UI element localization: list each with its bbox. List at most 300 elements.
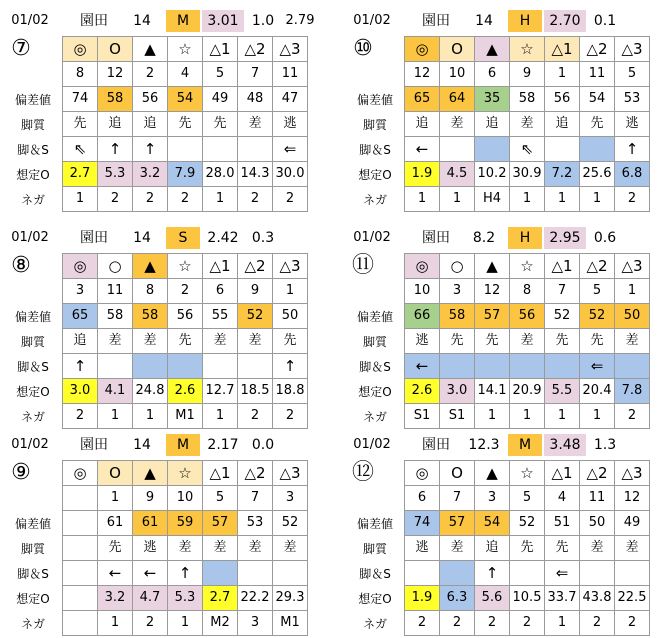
marks-cell: ▲ xyxy=(475,461,510,486)
style-cell: 先 xyxy=(98,536,133,561)
marks-cell: △2 xyxy=(238,37,273,62)
nums-cell: 10 xyxy=(168,486,203,511)
score-cell: 52 xyxy=(273,511,308,536)
race-grade: S xyxy=(166,227,200,249)
nega-cell: M1 xyxy=(168,404,203,429)
nums-cell: 3 xyxy=(440,279,475,304)
race-panel xyxy=(348,430,663,630)
nega-cell: 2 xyxy=(510,611,545,636)
marks-cell: △3 xyxy=(273,254,308,279)
style-cell: 差 xyxy=(615,329,650,354)
nega-cell: 1 xyxy=(98,404,133,429)
nega-cell: 2 xyxy=(405,611,440,636)
score-cell: 53 xyxy=(238,511,273,536)
nums-cell: 4 xyxy=(168,62,203,87)
table-row xyxy=(63,62,308,87)
header-value-1: 2.95 xyxy=(544,227,586,249)
race-table xyxy=(404,460,650,636)
ashi-cell xyxy=(63,561,98,586)
marks-cell: ☆ xyxy=(510,254,545,279)
odds-cell: 14.1 xyxy=(475,379,510,404)
score-cell: 58 xyxy=(98,304,133,329)
nums-cell: 10 xyxy=(405,279,440,304)
marks-cell: ▲ xyxy=(475,254,510,279)
ashi-cell xyxy=(98,354,133,379)
race-date: 01/02 xyxy=(353,230,391,245)
nega-cell: 1 xyxy=(203,187,238,212)
nums-cell: 12 xyxy=(405,62,440,87)
marks-cell: O xyxy=(98,37,133,62)
race-date: 01/02 xyxy=(353,437,391,452)
odds-cell: 30.0 xyxy=(273,162,308,187)
odds-cell: 22.2 xyxy=(238,586,273,611)
ashi-cell: ↑ xyxy=(273,354,308,379)
style-cell: 差 xyxy=(273,536,308,561)
nums-cell: 7 xyxy=(545,279,580,304)
nega-cell: 1 xyxy=(203,404,238,429)
style-cell: 差 xyxy=(510,112,545,137)
nega-cell: 1 xyxy=(545,187,580,212)
row-label: 脚＆S xyxy=(359,360,391,374)
score-cell: 48 xyxy=(238,87,273,112)
race-table xyxy=(404,253,650,429)
row-label: 脚＆S xyxy=(17,143,49,157)
table-row xyxy=(405,162,650,187)
style-cell: 追 xyxy=(63,329,98,354)
marks-cell: △2 xyxy=(238,254,273,279)
odds-cell: 18.5 xyxy=(238,379,273,404)
table-row xyxy=(63,254,308,279)
row-label: 脚＆S xyxy=(17,567,49,581)
row-label: ネガ xyxy=(20,617,45,631)
nums-cell: 6 xyxy=(405,486,440,511)
nums-cell: 11 xyxy=(273,62,308,87)
style-cell: 先 xyxy=(440,329,475,354)
style-cell: 先 xyxy=(545,536,580,561)
score-cell: 56 xyxy=(545,87,580,112)
nega-cell: 2 xyxy=(440,611,475,636)
style-cell: 差 xyxy=(133,329,168,354)
score-cell: 57 xyxy=(203,511,238,536)
nums-cell: 2 xyxy=(133,62,168,87)
marks-cell: △1 xyxy=(545,254,580,279)
marks-cell: ▲ xyxy=(133,37,168,62)
nega-cell: 2 xyxy=(133,611,168,636)
marks-cell: ○ xyxy=(98,254,133,279)
ashi-cell xyxy=(168,137,203,162)
header-value-2: 0.3 xyxy=(251,230,275,246)
odds-cell: 10.2 xyxy=(475,162,510,187)
score-cell: 56 xyxy=(510,304,545,329)
marks-cell: ◎ xyxy=(405,254,440,279)
style-cell: 先 xyxy=(273,329,308,354)
score-cell: 56 xyxy=(168,304,203,329)
odds-cell: 7.8 xyxy=(615,379,650,404)
race-header xyxy=(6,6,326,36)
ashi-cell: ⇐ xyxy=(580,354,615,379)
row-label: 偏差値 xyxy=(356,310,393,324)
score-cell: 52 xyxy=(238,304,273,329)
race-number: ⑩ xyxy=(353,36,373,61)
table-row xyxy=(405,187,650,212)
ashi-cell: ↑ xyxy=(133,137,168,162)
nega-cell: 2 xyxy=(615,611,650,636)
odds-cell: 2.7 xyxy=(203,586,238,611)
marks-cell: ◎ xyxy=(405,37,440,62)
nega-cell: 2 xyxy=(273,187,308,212)
table-row xyxy=(405,486,650,511)
table-row xyxy=(63,561,308,586)
row-label: 想定O xyxy=(16,168,50,182)
ashi-cell: ↑ xyxy=(475,561,510,586)
style-cell: 差 xyxy=(615,536,650,561)
race-grade: M xyxy=(166,434,200,456)
odds-cell: 33.7 xyxy=(545,586,580,611)
table-row xyxy=(405,254,650,279)
race-distance: 14 xyxy=(133,437,151,453)
score-cell: 53 xyxy=(615,87,650,112)
marks-cell: △1 xyxy=(545,461,580,486)
odds-cell: 1.9 xyxy=(405,162,440,187)
score-cell: 57 xyxy=(440,511,475,536)
nega-cell: 3 xyxy=(238,611,273,636)
odds-cell: 22.5 xyxy=(615,586,650,611)
table-row xyxy=(405,62,650,87)
score-cell: 49 xyxy=(203,87,238,112)
nums-cell: 1 xyxy=(98,486,133,511)
race-header xyxy=(348,223,663,253)
score-cell: 50 xyxy=(580,511,615,536)
odds-cell: 18.8 xyxy=(273,379,308,404)
table-row xyxy=(63,486,308,511)
marks-cell: △2 xyxy=(238,461,273,486)
style-cell: 追 xyxy=(405,112,440,137)
marks-cell: ☆ xyxy=(168,254,203,279)
row-label: 偏差値 xyxy=(14,517,51,531)
race-number: ⑫ xyxy=(351,460,374,485)
nums-cell: 8 xyxy=(133,279,168,304)
odds-cell: 14.3 xyxy=(238,162,273,187)
ashi-cell xyxy=(615,354,650,379)
row-label: 偏差値 xyxy=(356,93,393,107)
nums-cell: 9 xyxy=(510,62,545,87)
ashi-cell: ← xyxy=(405,354,440,379)
race-venue: 園田 xyxy=(422,230,450,246)
ashi-cell xyxy=(238,137,273,162)
style-cell: 先 xyxy=(510,536,545,561)
odds-cell: 5.3 xyxy=(168,586,203,611)
nums-cell: 1 xyxy=(273,279,308,304)
ashi-cell: ⇖ xyxy=(63,137,98,162)
race-header xyxy=(348,430,663,460)
race-number: ⑧ xyxy=(11,253,31,278)
nega-cell: M1 xyxy=(273,611,308,636)
style-cell: 先 xyxy=(580,329,615,354)
nums-cell: 5 xyxy=(203,486,238,511)
nega-cell: 2 xyxy=(475,611,510,636)
nums-cell: 5 xyxy=(510,486,545,511)
ashi-cell xyxy=(238,561,273,586)
score-cell: 49 xyxy=(615,511,650,536)
nums-cell: 2 xyxy=(168,279,203,304)
style-cell: 逃 xyxy=(273,112,308,137)
race-grade: H xyxy=(508,10,542,32)
ashi-cell: ↑ xyxy=(98,137,133,162)
nums-cell: 3 xyxy=(273,486,308,511)
nums-cell: 3 xyxy=(63,279,98,304)
score-cell: 56 xyxy=(133,87,168,112)
marks-cell: △3 xyxy=(273,37,308,62)
race-date: 01/02 xyxy=(11,13,49,28)
header-value-2: 1.3 xyxy=(593,437,617,453)
ashi-cell xyxy=(475,137,510,162)
score-cell: 58 xyxy=(133,304,168,329)
nums-cell: 1 xyxy=(615,279,650,304)
race-grade: M xyxy=(508,434,542,456)
row-label: 脚＆S xyxy=(359,567,391,581)
odds-cell: 7.2 xyxy=(545,162,580,187)
odds-cell: 2.7 xyxy=(63,162,98,187)
table-row xyxy=(405,379,650,404)
ashi-cell: ↑ xyxy=(168,561,203,586)
row-label: 想定O xyxy=(358,592,392,606)
marks-cell: ◎ xyxy=(63,461,98,486)
nums-cell: 10 xyxy=(440,62,475,87)
score-cell: 52 xyxy=(545,304,580,329)
table-row xyxy=(405,112,650,137)
race-venue: 園田 xyxy=(80,437,108,453)
style-cell: 差 xyxy=(98,329,133,354)
nega-cell: H4 xyxy=(475,187,510,212)
nega-cell: 1 xyxy=(580,187,615,212)
nega-cell: 1 xyxy=(63,187,98,212)
marks-cell: △3 xyxy=(615,461,650,486)
marks-cell: △3 xyxy=(615,254,650,279)
table-row xyxy=(405,354,650,379)
header-value-1: 3.48 xyxy=(544,434,586,456)
nums-cell: 5 xyxy=(615,62,650,87)
nums-cell: 7 xyxy=(238,486,273,511)
row-label: 偏差値 xyxy=(14,310,51,324)
odds-cell: 3.2 xyxy=(98,586,133,611)
row-label: 偏差値 xyxy=(14,93,51,107)
odds-cell: 2.6 xyxy=(168,379,203,404)
nega-cell: M2 xyxy=(203,611,238,636)
score-cell: 47 xyxy=(273,87,308,112)
header-value-2: 0.0 xyxy=(251,437,275,453)
table-row xyxy=(405,611,650,636)
nega-cell: 1 xyxy=(98,611,133,636)
nega-cell: 2 xyxy=(133,187,168,212)
style-cell: 先 xyxy=(580,112,615,137)
nums-cell: 6 xyxy=(203,279,238,304)
nega-cell: 1 xyxy=(440,187,475,212)
score-cell: 61 xyxy=(133,511,168,536)
marks-cell: △3 xyxy=(615,37,650,62)
nums-cell: 8 xyxy=(63,62,98,87)
score-cell: 50 xyxy=(615,304,650,329)
style-cell: 差 xyxy=(203,329,238,354)
nega-cell: 1 xyxy=(510,404,545,429)
odds-cell: 28.0 xyxy=(203,162,238,187)
nega-cell: 1 xyxy=(580,404,615,429)
race-date: 01/02 xyxy=(11,437,49,452)
odds-cell: 12.7 xyxy=(203,379,238,404)
style-cell: 逃 xyxy=(405,329,440,354)
row-label: 脚質 xyxy=(20,335,45,349)
odds-cell: 24.8 xyxy=(133,379,168,404)
row-label: ネガ xyxy=(362,410,387,424)
row-label: 脚質 xyxy=(362,335,387,349)
marks-cell: ▲ xyxy=(133,461,168,486)
race-table xyxy=(62,253,308,429)
ashi-cell xyxy=(238,354,273,379)
odds-cell: 20.9 xyxy=(510,379,545,404)
race-panel xyxy=(6,430,326,630)
race-table xyxy=(62,460,308,636)
score-cell: 57 xyxy=(475,304,510,329)
nega-cell: 1 xyxy=(405,187,440,212)
score-cell: 66 xyxy=(405,304,440,329)
style-cell: 差 xyxy=(238,536,273,561)
row-label: 想定O xyxy=(16,385,50,399)
table-row xyxy=(63,586,308,611)
ashi-cell xyxy=(273,561,308,586)
race-panel xyxy=(6,6,326,206)
score-cell: 52 xyxy=(510,511,545,536)
table-row xyxy=(63,611,308,636)
score-cell: 74 xyxy=(405,511,440,536)
table-row xyxy=(405,87,650,112)
table-row xyxy=(405,137,650,162)
style-cell: 差 xyxy=(238,112,273,137)
race-header xyxy=(348,6,663,36)
table-row xyxy=(63,329,308,354)
odds-cell: 5.3 xyxy=(98,162,133,187)
nega-cell: 2 xyxy=(615,404,650,429)
marks-cell: ◎ xyxy=(63,37,98,62)
table-row xyxy=(63,404,308,429)
marks-cell: O xyxy=(98,461,133,486)
ashi-cell xyxy=(440,137,475,162)
nega-cell xyxy=(63,611,98,636)
ashi-cell xyxy=(615,561,650,586)
nums-cell: 12 xyxy=(615,486,650,511)
race-distance: 12.3 xyxy=(468,437,500,453)
nega-cell: 2 xyxy=(615,187,650,212)
table-row xyxy=(63,304,308,329)
race-panel xyxy=(348,223,663,423)
nums-cell: 12 xyxy=(475,279,510,304)
odds-cell: 30.9 xyxy=(510,162,545,187)
nums-cell: 5 xyxy=(203,62,238,87)
ashi-cell xyxy=(203,354,238,379)
table-row xyxy=(405,37,650,62)
table-row xyxy=(63,511,308,536)
table-row xyxy=(63,354,308,379)
header-value-1: 3.01 xyxy=(202,10,244,32)
row-label: 想定O xyxy=(358,168,392,182)
style-cell: 追 xyxy=(133,112,168,137)
race-date: 01/02 xyxy=(353,13,391,28)
nega-cell: S1 xyxy=(405,404,440,429)
ashi-cell xyxy=(545,354,580,379)
nega-cell: 1 xyxy=(168,611,203,636)
race-distance: 14 xyxy=(475,13,493,29)
nega-cell: 2 xyxy=(168,187,203,212)
style-cell: 差 xyxy=(168,536,203,561)
header-value-1: 2.17 xyxy=(202,434,244,456)
marks-cell: △2 xyxy=(580,461,615,486)
marks-cell: O xyxy=(440,461,475,486)
score-cell: 58 xyxy=(510,87,545,112)
odds-cell: 6.3 xyxy=(440,586,475,611)
marks-cell: ◎ xyxy=(63,254,98,279)
odds-cell: 43.8 xyxy=(580,586,615,611)
nega-cell: 1 xyxy=(510,187,545,212)
header-value-2: 1.0 xyxy=(251,13,275,29)
nega-cell: 1 xyxy=(133,404,168,429)
nums-cell: 5 xyxy=(580,279,615,304)
table-row xyxy=(63,279,308,304)
marks-cell: O xyxy=(440,37,475,62)
style-cell: 差 xyxy=(203,536,238,561)
table-row xyxy=(405,561,650,586)
odds-cell: 29.3 xyxy=(273,586,308,611)
odds-cell: 7.9 xyxy=(168,162,203,187)
race-header xyxy=(6,430,326,460)
style-cell: 逃 xyxy=(615,112,650,137)
row-label: ネガ xyxy=(362,193,387,207)
nums-cell: 7 xyxy=(440,486,475,511)
table-row xyxy=(63,187,308,212)
ashi-cell: ← xyxy=(98,561,133,586)
ashi-cell: ↑ xyxy=(615,137,650,162)
race-panel xyxy=(348,6,663,206)
race-header xyxy=(6,223,326,253)
marks-cell: ○ xyxy=(440,254,475,279)
style-cell: 差 xyxy=(580,536,615,561)
score-cell: 54 xyxy=(475,511,510,536)
nega-cell: 1 xyxy=(545,404,580,429)
ashi-cell: ↑ xyxy=(63,354,98,379)
race-distance: 14 xyxy=(133,13,151,29)
race-venue: 園田 xyxy=(80,13,108,29)
row-label: 脚質 xyxy=(20,118,45,132)
nega-cell: S1 xyxy=(440,404,475,429)
style-cell: 差 xyxy=(510,329,545,354)
marks-cell: ☆ xyxy=(168,37,203,62)
score-cell: 54 xyxy=(168,87,203,112)
style-cell: 逃 xyxy=(133,536,168,561)
odds-cell xyxy=(63,586,98,611)
marks-cell: △2 xyxy=(580,254,615,279)
table-row xyxy=(405,536,650,561)
marks-cell: △1 xyxy=(203,37,238,62)
odds-cell: 3.0 xyxy=(440,379,475,404)
style-cell xyxy=(63,536,98,561)
score-cell: 61 xyxy=(98,511,133,536)
header-value-2: 0.6 xyxy=(593,230,617,246)
ashi-cell xyxy=(580,561,615,586)
score-cell: 65 xyxy=(63,304,98,329)
nega-cell: 2 xyxy=(580,611,615,636)
row-label: ネガ xyxy=(362,617,387,631)
ashi-cell: ← xyxy=(133,561,168,586)
race-number: ⑦ xyxy=(11,36,31,61)
marks-cell: ☆ xyxy=(168,461,203,486)
odds-cell: 5.6 xyxy=(475,586,510,611)
